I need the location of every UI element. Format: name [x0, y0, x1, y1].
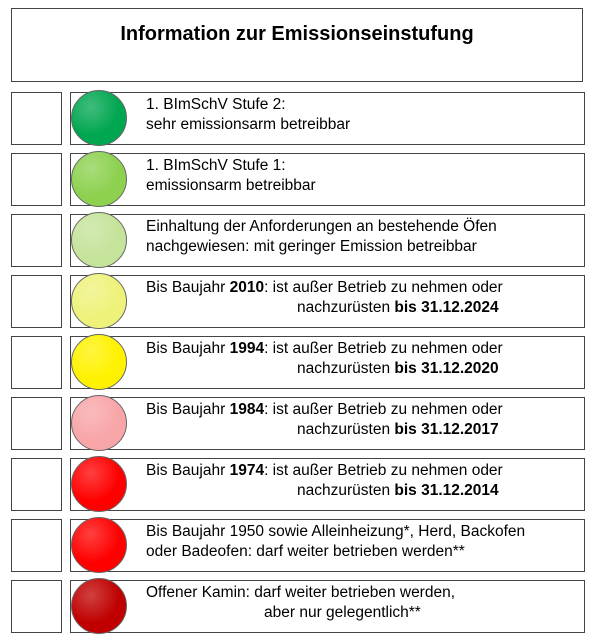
emission-row-stufe-1 — [11, 153, 585, 208]
emission-row-offener-kamin — [11, 580, 585, 635]
emission-row-baujahr-1974 — [11, 458, 585, 513]
row-text-line1: Bis Baujahr 1994: ist außer Betrieb zu nehmen oder — [146, 340, 503, 357]
checkbox[interactable] — [11, 214, 62, 267]
year: 1984 — [229, 401, 265, 418]
row-text-line2: nachzurüsten bis 31.12.2017 — [297, 421, 499, 438]
checkbox[interactable] — [11, 92, 62, 145]
row-text-line2: sehr emissionsarm betreibbar — [146, 116, 351, 133]
deadline: bis 31.12.2017 — [394, 421, 499, 438]
dark-green-circle-icon — [71, 90, 127, 146]
deadline: bis 31.12.2014 — [394, 482, 499, 499]
row-text-line1: Offener Kamin: darf weiter betrieben werden, — [146, 584, 456, 601]
row-text-line1: Bis Baujahr 1984: ist außer Betrieb zu nehmen oder — [146, 401, 503, 418]
row-text-line1: Bis Baujahr 2010: ist außer Betrieb zu nehmen oder — [146, 279, 503, 296]
red-circle-icon — [71, 517, 127, 573]
row-text-line1: Bis Baujahr 1974: ist außer Betrieb zu nehmen oder — [146, 462, 503, 479]
light-green-circle-icon — [71, 212, 127, 268]
row-text-line2: nachzurüsten bis 31.12.2020 — [297, 360, 499, 377]
pink-circle-icon — [71, 395, 127, 451]
year: 1994 — [229, 340, 265, 357]
emission-row-bestehende-oefen — [11, 214, 585, 269]
emission-row-stufe-2 — [11, 92, 585, 147]
row-text-line1: 1. BImSchV Stufe 1: — [146, 157, 286, 174]
emission-row-baujahr-1984 — [11, 397, 585, 452]
row-text-line2: nachzurüsten bis 31.12.2014 — [297, 482, 499, 499]
year: 2010 — [229, 279, 265, 296]
checkbox[interactable] — [11, 580, 62, 633]
checkbox[interactable] — [11, 153, 62, 206]
year: 1974 — [229, 462, 265, 479]
deadline: bis 31.12.2024 — [394, 299, 499, 316]
row-text-line2: aber nur gelegentlich** — [264, 604, 421, 621]
title-box — [11, 8, 583, 82]
row-text-line2: emissionsarm betreibbar — [146, 177, 316, 194]
emission-row-baujahr-1950 — [11, 519, 585, 574]
emission-row-baujahr-1994 — [11, 336, 585, 391]
yellow-circle-icon — [71, 334, 127, 390]
row-text-line2: oder Badeofen: darf weiter betrieben werden** — [146, 543, 465, 560]
emission-row-baujahr-2010 — [11, 275, 585, 330]
green-circle-icon — [71, 151, 127, 207]
row-text-line2: nachgewiesen: mit geringer Emission betreibbar — [146, 238, 477, 255]
pale-yellow-circle-icon — [71, 273, 127, 329]
checkbox[interactable] — [11, 519, 62, 572]
dark-red-circle-icon — [71, 578, 127, 634]
row-text-line2: nachzurüsten bis 31.12.2024 — [297, 299, 499, 316]
row-text-line1: 1. BImSchV Stufe 2: — [146, 96, 286, 113]
deadline: bis 31.12.2020 — [394, 360, 499, 377]
checkbox[interactable] — [11, 397, 62, 450]
row-text-line1: Einhaltung der Anforderungen an bestehende Öfen — [146, 218, 497, 235]
checkbox[interactable] — [11, 275, 62, 328]
row-text-line1: Bis Baujahr 1950 sowie Alleinheizung*, Herd, Backofen — [146, 523, 526, 540]
page-title: Information zur Emissionseinstufung — [120, 23, 474, 45]
checkbox[interactable] — [11, 458, 62, 511]
red-circle-icon — [71, 456, 127, 512]
checkbox[interactable] — [11, 336, 62, 389]
